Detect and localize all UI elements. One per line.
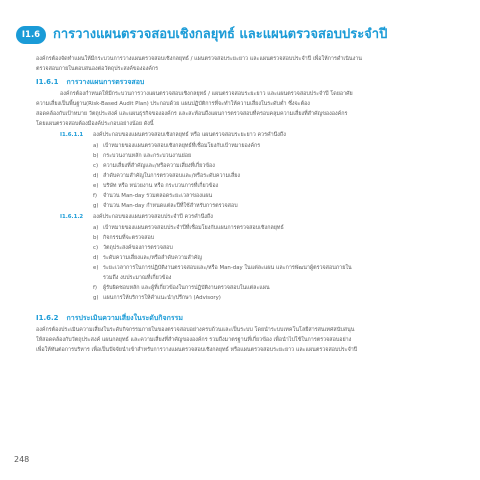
- section-title: การประเมินความเสี่ยงในระดับกิจกรรม: [66, 314, 183, 322]
- section1-para-line-3: สอดคล้องกับเป้าหมาย วัตถุประสงค์ และแผนธุรกิจขององค์กร และสะท้อนถึงแผนการตรวจสอบที่ครอบคลุมความเสี่ยงที่สำคัญขององค์กร: [36, 111, 348, 117]
- section-heading-1: [36, 77, 144, 87]
- section-number: I1.6.1: [36, 78, 59, 86]
- subsection-number: I1.6.1.2: [60, 214, 84, 220]
- section-header: [16, 24, 472, 46]
- intro-line-2: ตรวจสอบภายในตอบสนองต่อวัตถุประสงค์ขององค์กร: [36, 66, 159, 72]
- section2-para-line-3: เพื่อให้ทันต่อการบริหาร เพื่อเป็นปัจจัยนำเข้าสำหรับการวางแผนตรวจสอบเชิงกลยุทธ์ หรือแผนตรวจสอบระยะยาว และแผนตรวจสอบประจำปี: [36, 347, 358, 353]
- page-title: การวางแผนตรวจสอบเชิงกลยุทธ์ และแผนตรวจสอบประจำปี: [53, 27, 388, 42]
- section-heading-2: [36, 313, 183, 323]
- intro-line-1: องค์กรต้องจัดทำแผนให้มีกระบวนการวางแผนตรวจสอบเชิงกลยุทธ์ / แผนตรวจสอบระยะยาว และแผนตรวจสอบประจำปี เพื่อให้การดำเนินงาน: [36, 56, 362, 62]
- section-title: การวางแผนการตรวจสอบ: [66, 78, 145, 86]
- section2-para-line-1: องค์กรต้องประเมินความเสี่ยงในระดับกิจกรรมภายในของตรวจสอบอย่างครบถ้วนและเป็นระบบ โดยนำระบบเทคโนโลยีสารสนเทศสนับสนุน: [36, 327, 355, 333]
- subsection-heading-2: [60, 212, 213, 222]
- section-number: I1.6.2: [36, 314, 59, 322]
- section1-para-line-4: โดยแผนตรวจสอบต้องมีองค์ประกอบอย่างน้อย ดังนี้: [36, 121, 154, 127]
- section1-para-line-1: องค์กรต้องกำหนดให้มีกระบวนการวางแผนตรวจสอบเชิงกลยุทธ์ / แผนตรวจสอบระยะยาว และแผนตรวจสอบประจำปี โดยอาศัย: [60, 91, 353, 97]
- subsection-number: I1.6.1.1: [60, 132, 84, 138]
- section-badge: I1.6: [16, 26, 46, 44]
- page-number: 248: [14, 455, 30, 464]
- subsection-heading-1: [60, 130, 286, 140]
- section2-para-line-2: ให้สอดคล้องกับวัตถุประสงค์ แผนกลยุทธ์ และความเสี่ยงที่สำคัญขององค์กร รวมถึงมาตรฐานที่เกี่ยวข้อง เพื่อนำไปใช้ในการตรวจสอบอย่าง: [36, 337, 352, 343]
- section1-para-line-2: ความเสี่ยงเป็นพื้นฐาน(Risk-Based Audit Plan) ประกอบด้วย แผนปฏิบัติการที่จะทำให้ความเสี่ยงในระดับต่ำ ซึ่งจะต้อง: [36, 101, 310, 107]
- subsection-title: องค์ประกอบของแผนตรวจสอบเชิงกลยุทธ์ หรือ แผนตรวจสอบระยะยาว ควรคำนึงถึง: [93, 132, 286, 138]
- subsection-title: องค์ประกอบของแผนตรวจสอบประจำปี ควรคำนึงถึง: [93, 214, 213, 220]
